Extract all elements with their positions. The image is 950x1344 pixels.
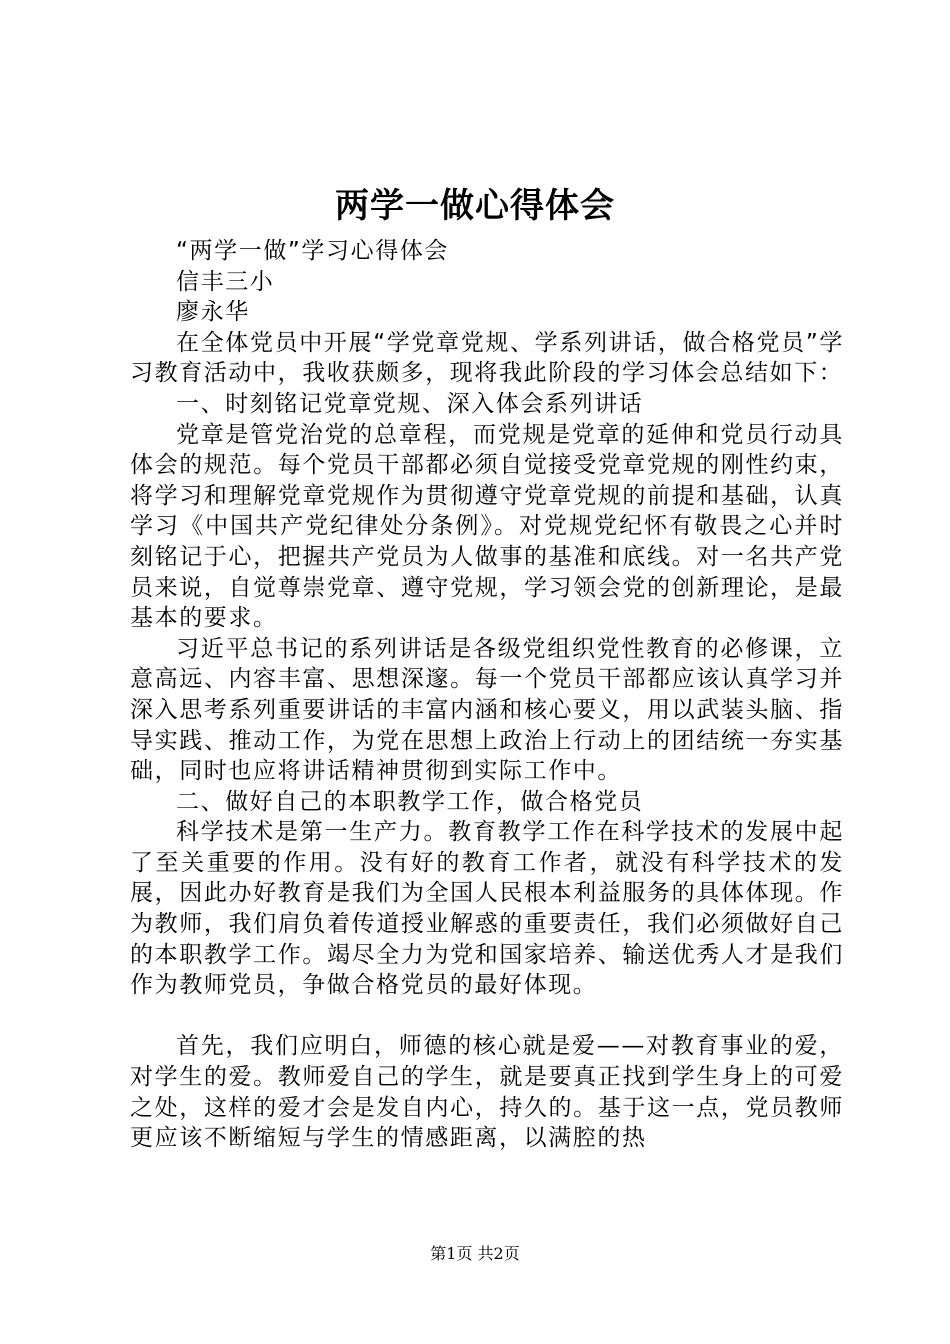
paragraph-spacer [130,1001,844,1032]
body-paragraph: 习近平总书记的系列讲话是各级党组织党性教育的必修课，立意高远、内容丰富、思想深邃。每一个党员干部都应该认真学习并深入思考系列重要讲话的丰富内涵和核心要义，用以武装头脑、指导实践、推动工作，为党在思想上政治上行动上的团结统一夯实基础，同时也应将讲话精神贯彻到实际工作中。 [130,635,844,785]
section-heading-1: 一、时刻铭记党章党规、深入体会系列讲话 [176,390,644,417]
document-body [130,236,844,1154]
document-title: 两学一做心得体会 [335,186,615,226]
section-heading-2: 二、做好自己的本职教学工作，做合格党员 [176,788,644,815]
page-footer: 第1页 共2页 [430,1244,520,1263]
subtitle: “两学一做”学习心得体会 [176,238,450,264]
body-paragraph: 党章是管党治党的总章程，而党规是党章的延伸和党员行动具体会的规范。每个党员干部都必须自觉接受党章党规的刚性约束，将学习和理解党章党规作为贯彻遵守党章党规的前提和基础，认真学习《中国共产党纪律处分条例》。对党规党纪怀有敬畏之心并时刻铭记于心，把握共产党员为人做事的基准和底线。对一名共产党员来说，自觉尊崇党章、遵守党规，学习领会党的创新理论，是最基本的要求。 [130,421,844,632]
body-paragraph: 科学技术是第一生产力。教育教学工作在科学技术的发展中起了至关重要的作用。没有好的教育工作者，就没有科学技术的发展，因此办好教育是我们为全国人民根本利益服务的具体体现。作为教师，我们肩负着传道授业解惑的重要责任，我们必须做好自己的本职教学工作。竭尽全力为党和国家培养、输送优秀人才是我们作为教师党员，争做合格党员的最好体现。 [130,819,844,999]
author-school: 信丰三小 [176,268,275,295]
author-name: 廖永华 [176,299,250,326]
body-paragraph: 首先，我们应明白，师德的核心就是爱——对教育事业的爱，对学生的爱。教师爱自己的学生，就是要真正找到学生身上的可爱之处，这样的爱才会是发自内心，持久的。基于这一点，党员教师更应该不断缩短与学生的情感距离，以满腔的热 [130,1033,844,1152]
intro-paragraph: 在全体党员中开展“学党章党规、学系列讲话，做合格党员”学习教育活动中，我收获颇多，现将我此阶段的学习体会总结如下： [130,329,844,387]
